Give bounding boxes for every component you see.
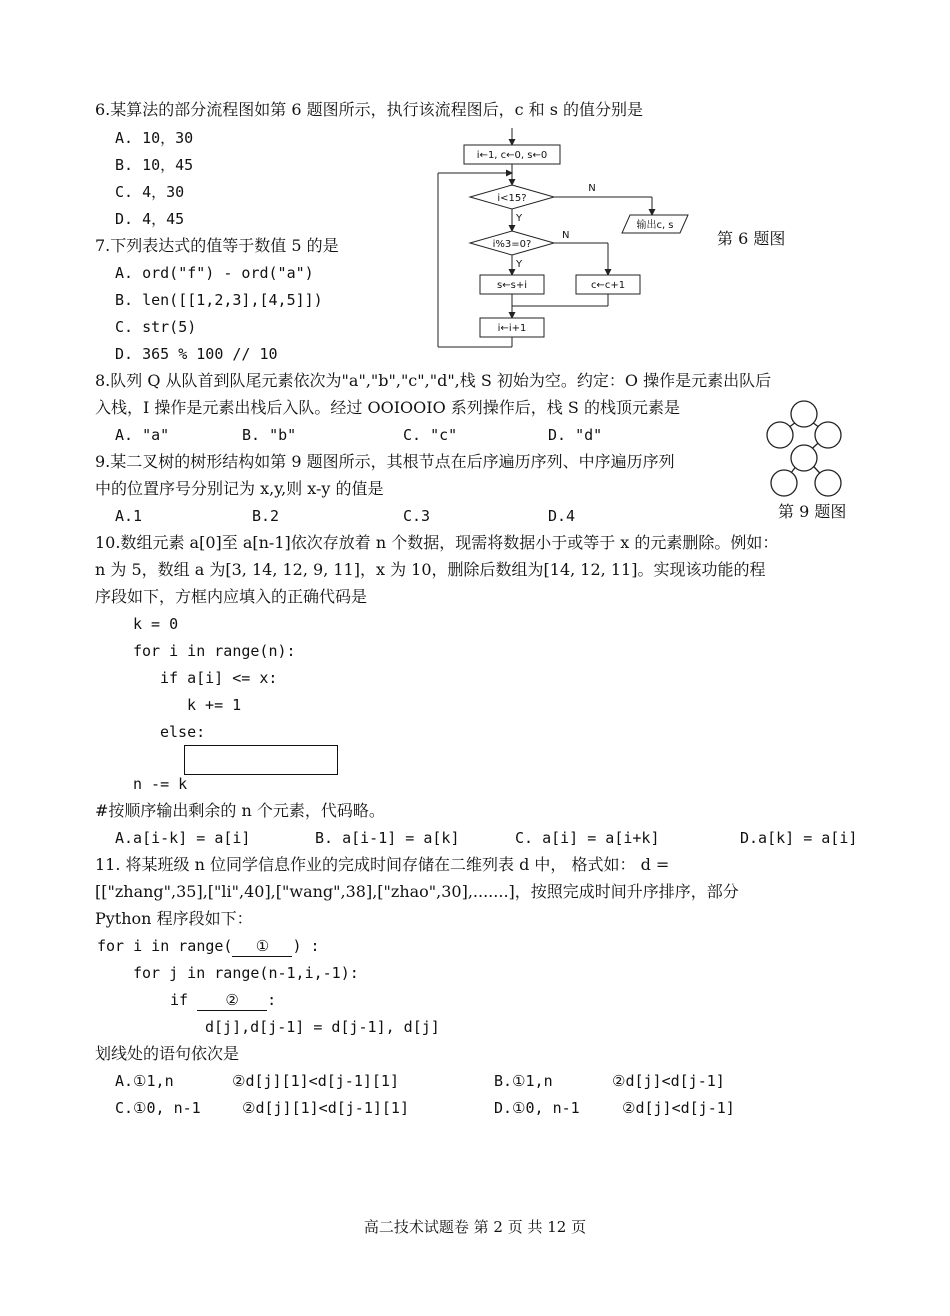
q10-option-b: B. a[i-1] = a[k] xyxy=(315,829,460,847)
flow-box-c-label: c←c+1 xyxy=(590,280,626,291)
q10-option-d: D.a[k] = a[i] xyxy=(740,829,858,847)
q10-line3: 序段如下，方框内应填入的正确代码是 xyxy=(95,587,368,606)
flow-cond2-label: i%3=0? xyxy=(492,239,532,250)
q11-code3-pre: if xyxy=(170,991,198,1009)
q11-code1-post: ) : xyxy=(292,937,320,955)
q6-option-d: D. 4，45 xyxy=(115,210,185,228)
q11-option-a-part1: A.①1,n xyxy=(115,1072,174,1090)
flow-output-label: 输出c, s xyxy=(636,220,674,231)
q9-option-c: C.3 xyxy=(403,507,431,525)
q10-line2: n 为 5，数组 a 为[3, 14, 12, 9, 11]，x 为 10，删除后数组为[14, 12, 11]。实现该功能的程 xyxy=(95,560,766,579)
page-footer: 高二技术试题卷 第 2 页 共 12 页 xyxy=(363,1218,587,1236)
flow-box-s-label: s←s+i xyxy=(497,280,527,291)
q6-stem: 6.某算法的部分流程图如第 6 题图所示，执行该流程图后，c 和 s 的值分别是 xyxy=(95,100,644,119)
q6-flowchart xyxy=(430,125,720,370)
q7-option-c: C. str(5) xyxy=(115,318,197,336)
q11-blank-1: ① xyxy=(232,936,292,957)
q11-code3-post: : xyxy=(267,991,277,1009)
q9-line2: 中的位置序号分别记为 x,y,则 x-y 的值是 xyxy=(95,479,384,498)
q7-stem: 7.下列表达式的值等于数值 5 的是 xyxy=(95,236,339,255)
q11-code-line3 xyxy=(170,990,276,1011)
q11-option-b-part1: B.①1,n xyxy=(494,1072,553,1090)
flow-cond1-label: i<15? xyxy=(497,193,527,204)
q8-option-b: B. "b" xyxy=(242,426,297,444)
q8-line1: 8.队列 Q 从队首到队尾元素依次为"a","b","c","d",栈 S 初始为空。约定：O 操作是元素出队后 xyxy=(95,371,772,390)
q10-code-line2: for i in range(n): xyxy=(133,642,296,660)
q7-option-a: A. ord("f") - ord("a") xyxy=(115,264,314,282)
q8-option-a: A. "a" xyxy=(115,426,170,444)
q11-option-c-part2: ②d[j][1]<d[j-1][1] xyxy=(242,1099,409,1117)
flow-box-i-label: i←i+1 xyxy=(497,323,527,334)
q11-option-a-part2: ②d[j][1]<d[j-1][1] xyxy=(232,1072,399,1090)
q11-option-d-part2: ②d[j]<d[j-1] xyxy=(622,1099,735,1117)
q9-line1: 9.某二叉树的树形结构如第 9 题图所示，其根节点在后序遍历序列、中序遍历序列 xyxy=(95,452,675,471)
q11-line1: 11. 将某班级 n 位同学信息作业的完成时间存储在二维列表 d 中， 格式如： d = xyxy=(95,855,670,874)
q6-option-c: C. 4，30 xyxy=(115,183,185,201)
q7-option-b: B. len([[1,2,3],[4,5]]) xyxy=(115,291,323,309)
q11-option-d-part1: D.①0, n-1 xyxy=(494,1099,580,1117)
flow-cond2-yes: Y xyxy=(516,259,523,270)
q10-code-line5: else: xyxy=(160,723,206,741)
q10-code-line1: k = 0 xyxy=(133,615,179,633)
q10-code-line3: if a[i] <= x: xyxy=(160,669,278,687)
q8-option-d: D. "d" xyxy=(548,426,603,444)
flow-cond1-yes: Y xyxy=(516,213,523,224)
q7-option-d: D. 365 % 100 // 10 xyxy=(115,345,278,363)
q10-code-line4: k += 1 xyxy=(187,696,242,714)
q10-line1: 10.数组元素 a[0]至 a[n-1]依次存放着 n 个数据，现需将数据小于或等于 x 的元素删除。例如： xyxy=(95,533,779,552)
q11-option-c-part1: C.①0, n-1 xyxy=(115,1099,201,1117)
q6-figure-caption: 第 6 题图 xyxy=(717,229,786,248)
q9-option-a: A.1 xyxy=(115,507,143,525)
q8-line2: 入栈，I 操作是元素出栈后入队。经过 OOIOOIO 系列操作后，栈 S 的栈顶元素是 xyxy=(95,398,680,417)
q11-line2: [["zhang",35],["li",40],["wang",38],["zhao",30],.......]，按照完成时间升序排序，部分 xyxy=(95,882,739,901)
q11-option-b-part2: ②d[j]<d[j-1] xyxy=(612,1072,725,1090)
q10-comment: #按顺序输出剩余的 n 个元素，代码略。 xyxy=(95,801,385,820)
flow-init-label: i←1, c←0, s←0 xyxy=(476,150,548,161)
q10-code-line6: n -= k xyxy=(133,775,188,793)
q9-figure-caption: 第 9 题图 xyxy=(778,502,847,521)
q9-tree-figure xyxy=(760,398,860,500)
q11-code-line4: d[j],d[j-1] = d[j-1], d[j] xyxy=(205,1018,440,1036)
q10-option-c: C. a[i] = a[i+k] xyxy=(515,829,660,847)
q9-option-d: D.4 xyxy=(548,507,576,525)
q11-prompt: 划线处的语句依次是 xyxy=(95,1044,240,1063)
q11-blank-2: ② xyxy=(197,990,267,1011)
q9-option-b: B.2 xyxy=(252,507,280,525)
q10-answer-box xyxy=(184,745,338,775)
flow-cond1-no: N xyxy=(588,183,596,194)
q11-code-line2: for j in range(n-1,i,-1): xyxy=(133,964,359,982)
q8-option-c: C. "c" xyxy=(403,426,458,444)
q11-line3: Python 程序段如下： xyxy=(95,909,253,928)
q11-code-line1 xyxy=(97,936,320,957)
q10-option-a: A.a[i-k] = a[i] xyxy=(115,829,251,847)
q11-code1-pre: for i in range( xyxy=(97,937,233,955)
q6-option-a: A. 10，30 xyxy=(115,129,194,147)
flow-cond2-no: N xyxy=(562,230,570,241)
q6-option-b: B. 10，45 xyxy=(115,156,194,174)
